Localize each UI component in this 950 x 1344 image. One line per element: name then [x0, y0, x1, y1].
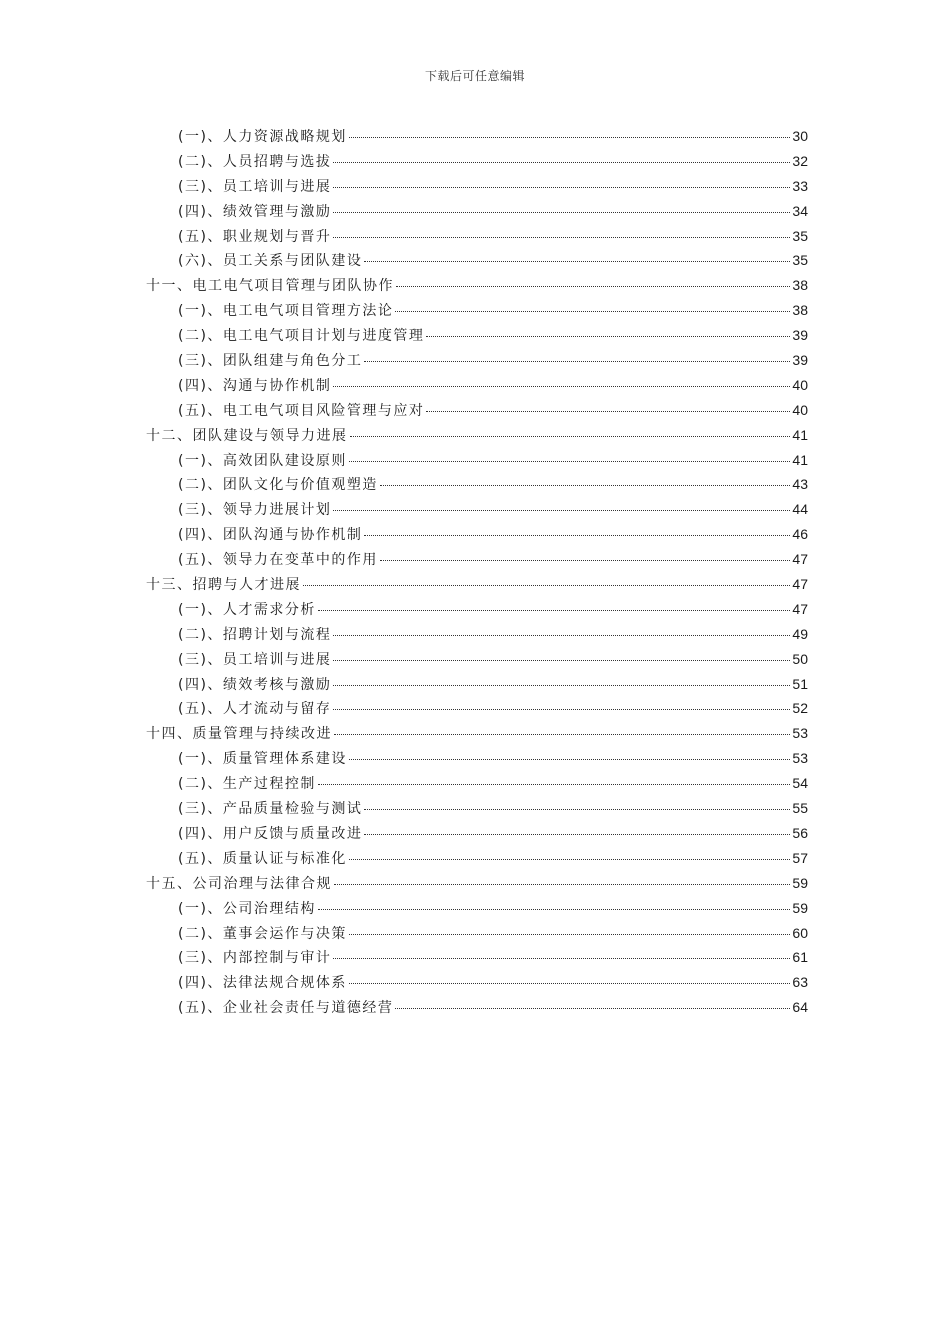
toc-dot-leader	[364, 820, 790, 835]
toc-entry-title: (二)、招聘计划与流程	[178, 626, 332, 643]
toc-dot-leader	[334, 720, 790, 735]
toc-entry-title: (一)、高效团队建设原则	[178, 452, 347, 469]
toc-page-number: 40	[792, 376, 808, 393]
table-of-contents	[146, 126, 808, 1022]
toc-page-number: 55	[792, 800, 808, 817]
toc-dot-leader	[426, 322, 790, 337]
toc-entry-title: (三)、员工培训与进展	[178, 178, 332, 195]
toc-entry-title: (四)、用户反馈与质量改进	[178, 825, 363, 842]
toc-page-number: 54	[792, 775, 808, 792]
toc-entry-title: (一)、公司治理结构	[178, 900, 316, 917]
toc-dot-leader	[333, 671, 790, 686]
toc-entry-title: (四)、法律法规合规体系	[178, 975, 347, 992]
toc-entry-title: (一)、人才需求分析	[178, 601, 316, 618]
toc-dot-leader	[395, 297, 790, 312]
toc-page-number: 60	[792, 924, 808, 941]
page-header: 下载后可任意编辑	[424, 69, 525, 83]
toc-page-number: 39	[792, 352, 808, 369]
toc-entry-title: (四)、绩效考核与激励	[178, 676, 332, 693]
toc-entry-title: (二)、团队文化与价值观塑造	[178, 477, 378, 494]
toc-page-number: 51	[792, 675, 808, 692]
toc-entry-title: (五)、职业规划与晋升	[178, 228, 332, 245]
toc-entry-title: (三)、团队组建与角色分工	[178, 353, 363, 370]
toc-entry-title: 十五、公司治理与法律合规	[146, 875, 332, 892]
toc-entry-title: 十四、质量管理与持续改进	[146, 726, 332, 743]
toc-dot-leader	[364, 247, 790, 262]
toc-page-number: 44	[792, 501, 808, 518]
toc-page-number: 43	[792, 476, 808, 493]
toc-entry-title: (二)、生产过程控制	[178, 776, 316, 793]
toc-entry-title: (六)、员工关系与团队建设	[178, 253, 363, 270]
toc-page-number: 53	[792, 750, 808, 767]
toc-page-number: 33	[792, 177, 808, 194]
toc-dot-leader	[349, 920, 790, 935]
toc-entry-title: (一)、质量管理体系建设	[178, 751, 347, 768]
toc-entry-title: (一)、人力资源战略规划	[178, 129, 347, 145]
toc-page-number: 47	[792, 576, 808, 593]
toc-dot-leader	[349, 447, 790, 462]
toc-dot-leader	[426, 397, 790, 412]
toc-dot-leader	[333, 372, 790, 387]
toc-dot-leader	[349, 845, 790, 860]
toc-page-number: 35	[792, 227, 808, 244]
toc-entry-title: (五)、企业社会责任与道德经营	[178, 1000, 394, 1017]
toc-dot-leader	[349, 969, 790, 984]
toc-dot-leader	[380, 546, 790, 561]
toc-entry-title: (五)、电工电气项目风险管理与应对	[178, 402, 425, 419]
toc-dot-leader	[318, 895, 790, 910]
toc-page-number: 52	[792, 700, 808, 717]
toc-page-number: 47	[792, 600, 808, 617]
toc-entry-title: (三)、领导力进展计划	[178, 502, 332, 519]
toc-page-number: 57	[792, 849, 808, 866]
toc-entry-title: (四)、绩效管理与激励	[178, 203, 332, 220]
toc-page-number: 34	[792, 202, 808, 219]
toc-page-number: 38	[792, 302, 808, 319]
toc-dot-leader	[333, 198, 790, 213]
toc-dot-leader	[318, 770, 790, 785]
toc-page-number: 53	[792, 725, 808, 742]
toc-dot-leader	[349, 123, 790, 138]
toc-dot-leader	[333, 621, 790, 636]
toc-dot-leader	[333, 173, 790, 188]
toc-page-number: 59	[792, 899, 808, 916]
toc-dot-leader	[333, 496, 790, 511]
toc-page-number: 30	[792, 128, 808, 144]
toc-page-number: 61	[792, 949, 808, 966]
toc-entry-title: (五)、质量认证与标准化	[178, 850, 347, 867]
toc-dot-leader	[395, 994, 790, 1009]
toc-entry-title: (三)、内部控制与审计	[178, 950, 332, 967]
toc-page-number: 56	[792, 824, 808, 841]
toc-section-entry[interactable]	[146, 997, 808, 1022]
toc-entry-title: (二)、董事会运作与决策	[178, 925, 347, 942]
toc-page-number: 46	[792, 526, 808, 543]
toc-page-number: 59	[792, 874, 808, 891]
toc-page-number: 41	[792, 451, 808, 468]
toc-page-number: 49	[792, 625, 808, 642]
toc-entry-title: (三)、产品质量检验与测试	[178, 801, 363, 818]
toc-page-number: 64	[792, 999, 808, 1016]
toc-page-number: 32	[792, 152, 808, 169]
toc-page-number: 35	[792, 252, 808, 269]
toc-entry-title: (一)、电工电气项目管理方法论	[178, 303, 394, 320]
toc-dot-leader	[333, 646, 790, 661]
toc-page-number: 41	[792, 426, 808, 443]
toc-dot-leader	[364, 795, 790, 810]
toc-page-number: 47	[792, 551, 808, 568]
toc-page-number: 38	[792, 277, 808, 294]
toc-dot-leader	[364, 521, 790, 536]
toc-page-number: 40	[792, 401, 808, 418]
toc-dot-leader	[334, 870, 790, 885]
toc-dot-leader	[318, 596, 790, 611]
toc-entry-title: 十三、招聘与人才进展	[146, 577, 301, 594]
toc-entry-title: 十一、电工电气项目管理与团队协作	[146, 278, 394, 295]
toc-page-number: 39	[792, 327, 808, 344]
toc-entry-title: 十二、团队建设与领导力进展	[146, 427, 348, 444]
toc-dot-leader	[333, 944, 790, 959]
toc-entry-title: (三)、员工培训与进展	[178, 651, 332, 668]
toc-dot-leader	[396, 272, 790, 287]
toc-dot-leader	[303, 571, 790, 586]
toc-dot-leader	[380, 471, 790, 486]
toc-dot-leader	[364, 347, 790, 362]
toc-entry-title: (四)、团队沟通与协作机制	[178, 527, 363, 544]
toc-dot-leader	[349, 745, 790, 760]
toc-entry-title: (二)、电工电气项目计划与进度管理	[178, 328, 425, 345]
toc-entry-title: (五)、人才流动与留存	[178, 701, 332, 718]
toc-dot-leader	[350, 422, 791, 437]
toc-dot-leader	[333, 695, 790, 710]
toc-entry-title: (四)、沟通与协作机制	[178, 377, 332, 394]
toc-entry-title: (五)、领导力在变革中的作用	[178, 552, 378, 569]
toc-entry-title: (二)、人员招聘与选拔	[178, 153, 332, 170]
toc-page-number: 50	[792, 650, 808, 667]
toc-page-number: 63	[792, 974, 808, 991]
toc-dot-leader	[333, 223, 790, 238]
toc-dot-leader	[333, 148, 790, 163]
